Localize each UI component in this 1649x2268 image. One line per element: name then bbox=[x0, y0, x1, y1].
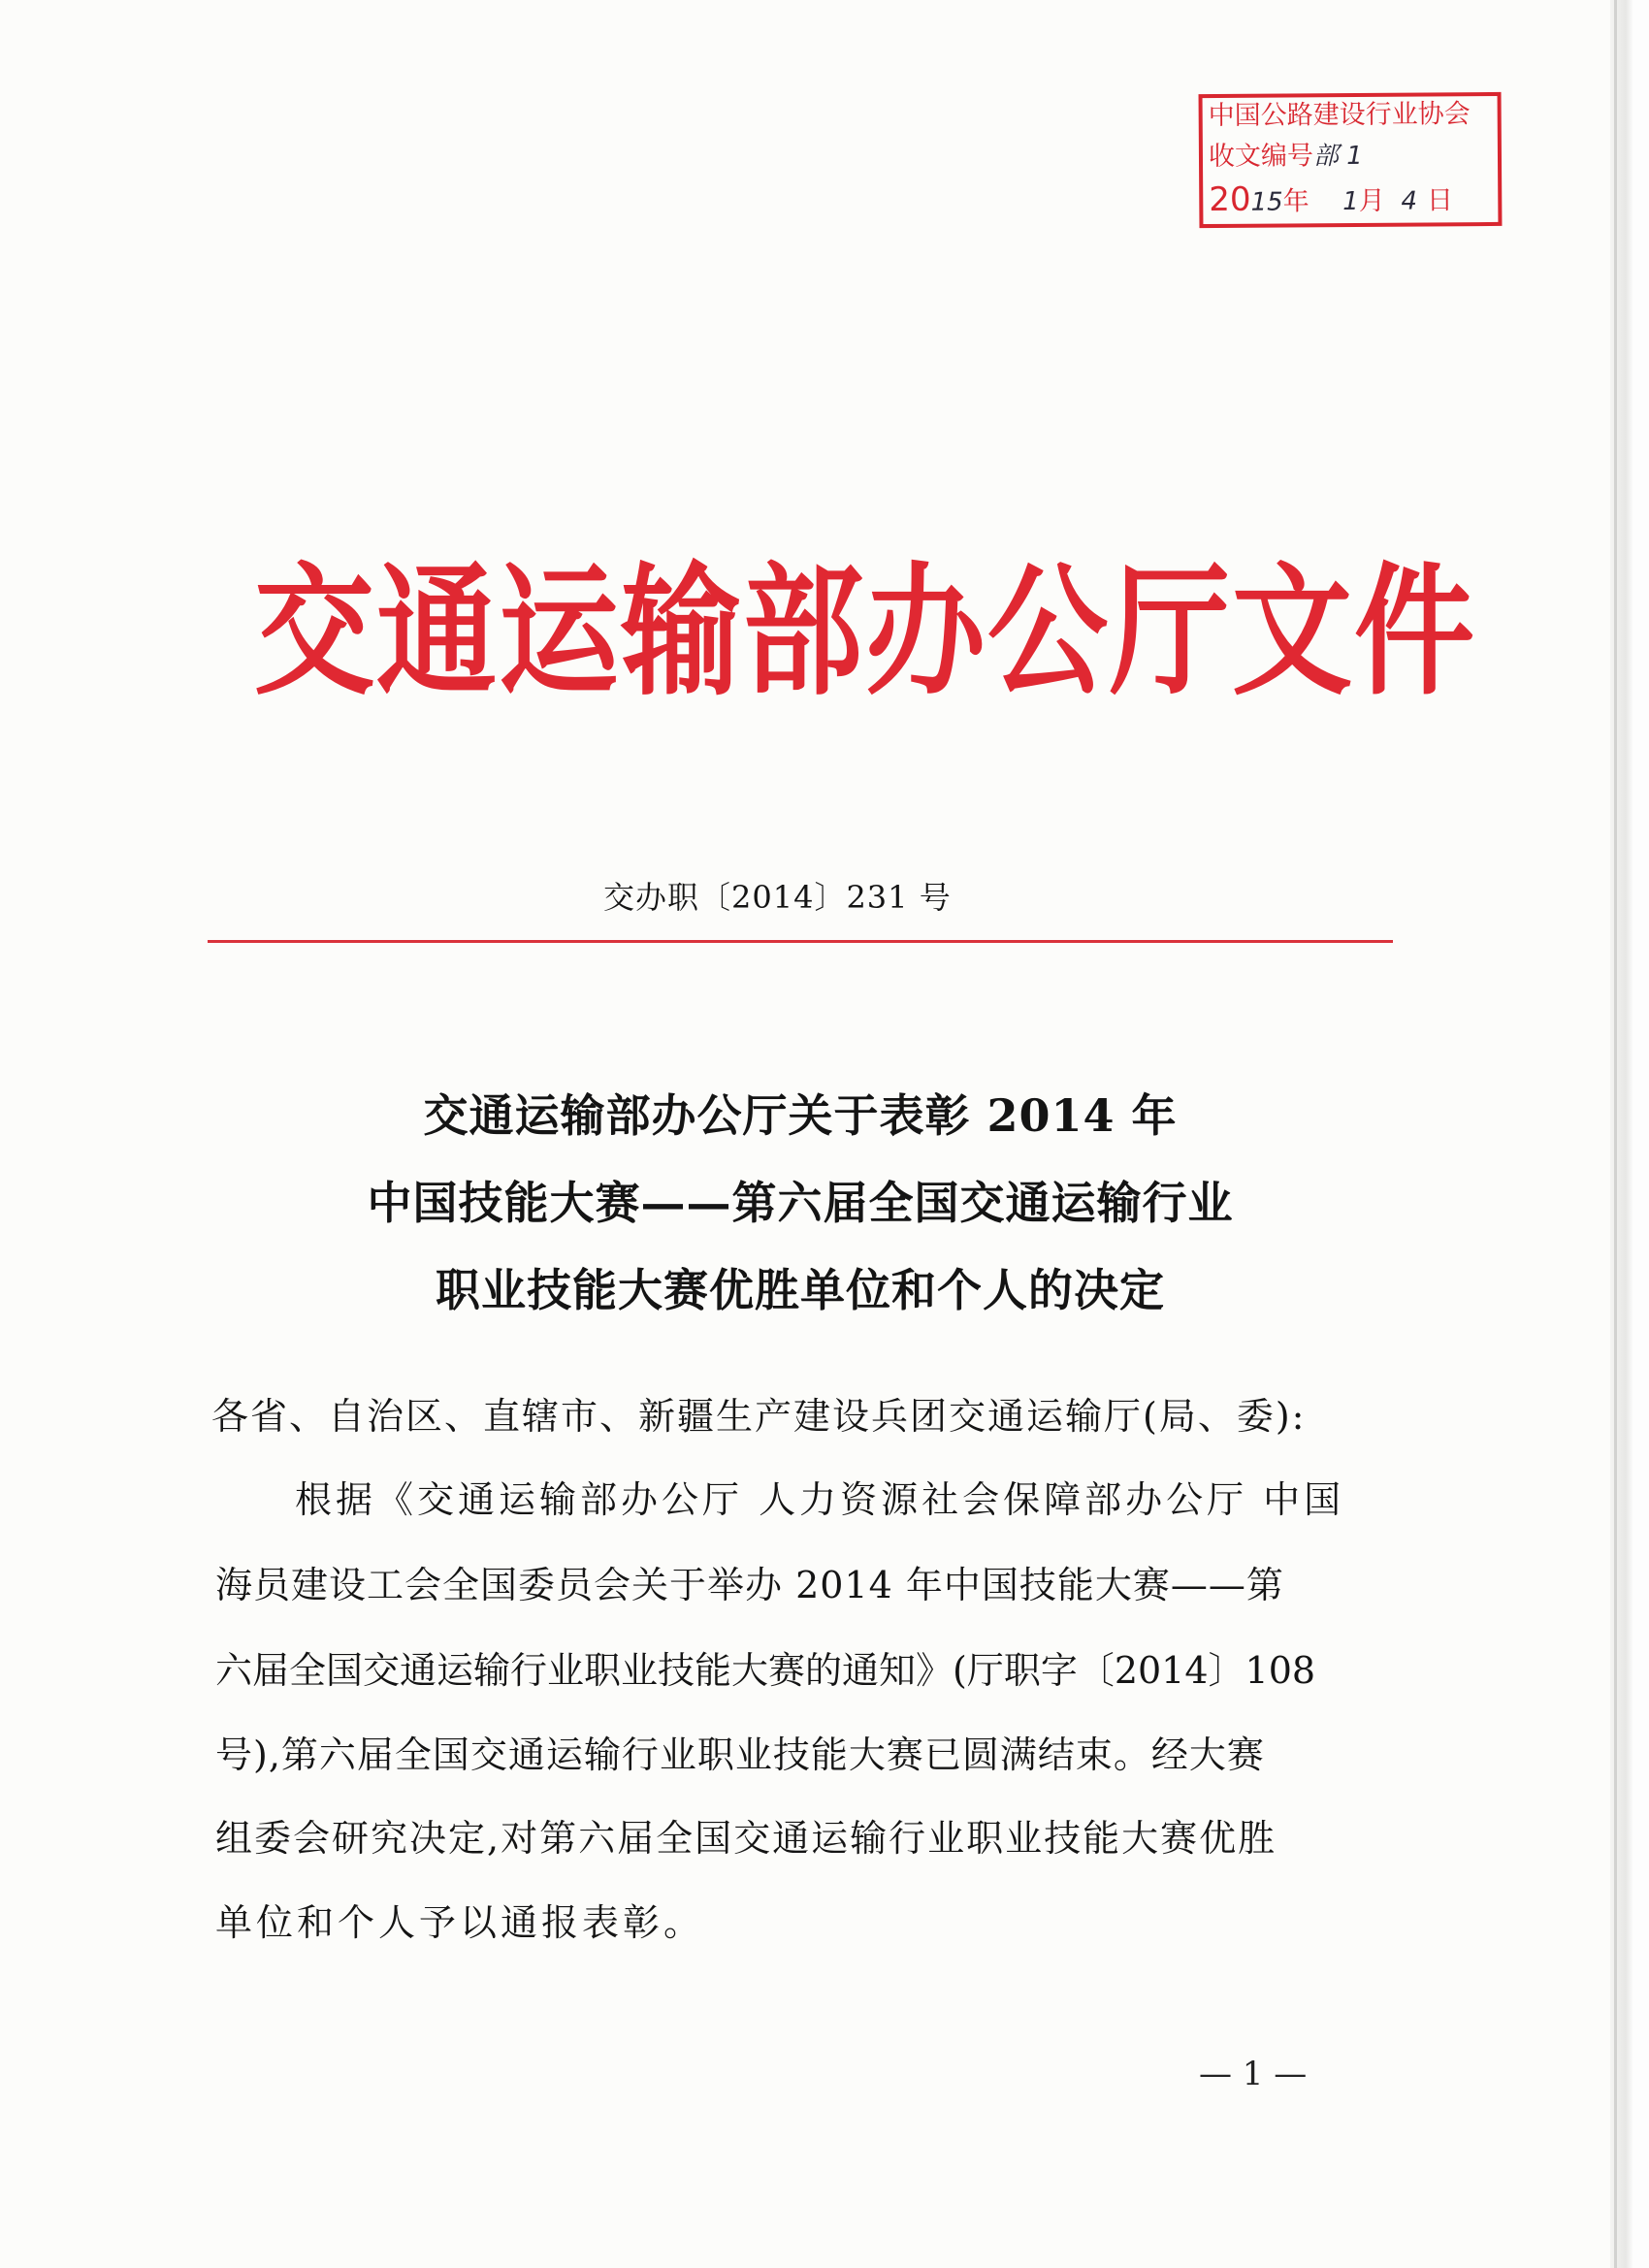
stamp-org: 中国公路建设行业协会 bbox=[1208, 99, 1471, 132]
stamp-receipt-number: 部 1 bbox=[1312, 141, 1363, 172]
paragraph-line-3: 六届全国交通运输行业职业技能大赛的通知》(厅职字〔2014〕108 bbox=[215, 1649, 1316, 1692]
receipt-stamp bbox=[1199, 92, 1503, 228]
stamp-day: 4 bbox=[1401, 186, 1418, 216]
scan-edge-line bbox=[1614, 0, 1617, 2268]
stamp-receipt-label: 收文编号 bbox=[1208, 141, 1314, 173]
document-number: 交办职〔2014〕231 号 bbox=[603, 879, 952, 916]
stamp-year-suffix: 15 bbox=[1250, 187, 1283, 217]
stamp-month-unit: 月 bbox=[1358, 185, 1385, 216]
paragraph-line-2: 海员建设工会全国委员会关于举办 2014 年中国技能大赛——第 bbox=[215, 1564, 1284, 1606]
salutation: 各省、自治区、直辖市、新疆生产建设兵团交通运输厅(局、委): bbox=[211, 1395, 1307, 1438]
stamp-month: 1 bbox=[1342, 186, 1359, 217]
masthead-divider bbox=[208, 940, 1393, 943]
paragraph-line-6: 单位和个人予以通报表彰。 bbox=[215, 1901, 705, 1944]
stamp-year-unit: 年 bbox=[1282, 186, 1310, 217]
document-masthead: 交通运输部办公厅文件 bbox=[254, 550, 1477, 716]
stamp-year-prefix: 20 bbox=[1209, 179, 1251, 220]
document-title-line-3: 职业技能大赛优胜单位和个人的决定 bbox=[436, 1264, 1165, 1316]
document-title-line-1: 交通运输部办公厅关于表彰 2014 年 bbox=[423, 1089, 1178, 1142]
paragraph-line-4: 号),第六届全国交通运输行业职业技能大赛已圆满结束。经大赛 bbox=[215, 1733, 1265, 1776]
paragraph-line-5: 组委会研究决定,对第六届全国交通运输行业职业技能大赛优胜 bbox=[215, 1817, 1277, 1860]
stamp-date-row bbox=[1209, 179, 1454, 220]
paragraph-line-1: 根据《交通运输部办公厅 人力资源社会保障部办公厅 中国 bbox=[295, 1478, 1345, 1521]
stamp-day-unit: 日 bbox=[1426, 185, 1454, 216]
document-title-line-2: 中国技能大赛——第六届全国交通运输行业 bbox=[367, 1177, 1234, 1229]
page-number: — 1 — bbox=[1199, 2055, 1308, 2093]
stamp-receipt-row bbox=[1209, 142, 1363, 172]
